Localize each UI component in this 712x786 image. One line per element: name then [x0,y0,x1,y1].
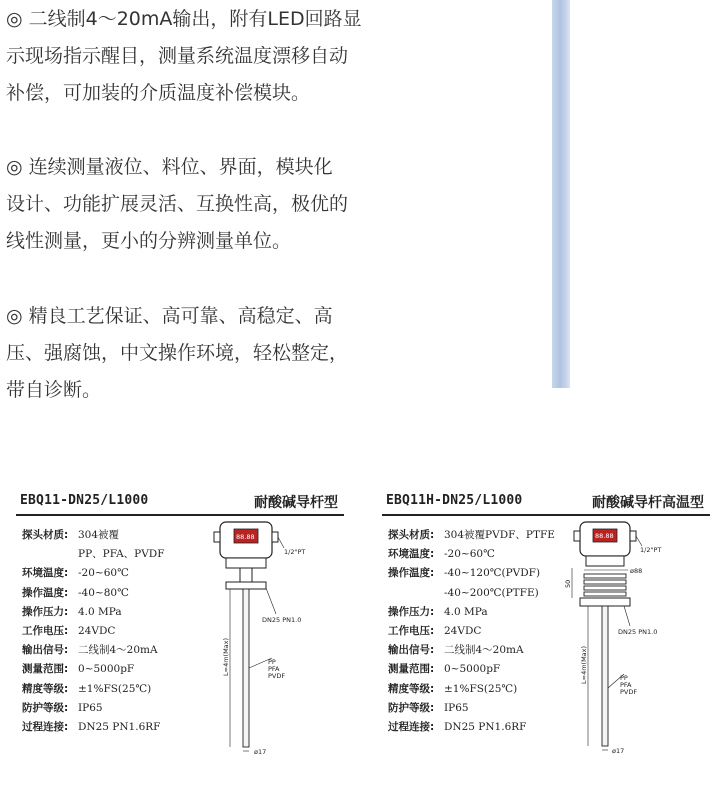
spec-value: 4.0 MPa [78,605,122,618]
paragraph-line: ◎ 精良工艺保证、高可靠、高稳定、高 [6,305,333,327]
spec-row [22,622,165,641]
spec-value: DN25 PN1.6RF [444,721,527,734]
spec-row [22,718,165,737]
card-header [382,490,710,516]
spec-row [388,622,555,641]
spec-row [388,660,555,679]
spec-row [22,603,165,622]
spec-key: 操作温度: [388,567,435,580]
spec-value: 0~5000pF [444,663,501,676]
spec-value: 304被覆 [78,529,120,541]
spec-key: 操作温度: [22,586,69,599]
spec-row [22,545,165,564]
model-number: EBQ11-DN25/L1000 [20,493,149,508]
spec-row [22,584,165,603]
material-pvdf: PVDF [620,688,638,696]
card-header [16,490,344,516]
paragraph-line: ◎ 二线制4～20mA输出，附有LED回路显 [6,8,362,30]
probe-rod-image [552,0,570,388]
spec-row [388,680,555,699]
spec-key: 精度等级: [22,682,69,695]
spec-key: 测量范围: [22,663,69,676]
flange-label: DN25 PN1.0 [262,616,302,624]
spec-row [22,680,165,699]
product-type: 耐酸碱导杆高温型 [592,495,704,511]
spec-value: -40~120℃(PVDF) [444,567,541,580]
spec-row [388,564,555,583]
spec-row [388,641,555,660]
spec-row [388,584,555,603]
display-readout: 88.88 [595,532,614,540]
spec-key: 精度等级: [388,682,435,695]
paragraph-line: 设计、功能扩展灵活、互换性高，极优的 [6,193,349,215]
paragraph-line: 线性测量，更小的分辨测量单位。 [6,230,292,252]
spec-key [22,545,78,564]
spec-value: 二线制4～20mA [78,644,158,657]
spec-value: 4.0 MPa [444,605,488,618]
probe-schematic-icon [202,518,342,758]
spec-row [388,526,555,545]
paragraph-line: 带自诊断。 [6,379,102,401]
feature-paragraph-output [6,1,406,112]
spec-key: 测量范围: [388,663,435,676]
length-label: L=4m(Max) [222,637,230,676]
paragraph-line: 示现场指示醒目，测量系统温度漂移自动 [6,45,349,67]
feature-paragraph-measurement [6,149,406,260]
material-pp: PP [268,658,276,666]
probe-schematic-icon [558,518,708,758]
spec-row [22,660,165,679]
spec-row [22,699,165,718]
spec-card-high-temp [382,490,710,760]
spec-value: -20~60℃ [444,548,495,561]
spec-row [22,641,165,660]
probe-drawing [202,518,342,758]
spec-value: 0~5000pF [78,663,135,676]
spec-value: -20~60℃ [78,567,129,580]
spec-card-rod-type [16,490,344,760]
flange-label: DN25 PN1.0 [618,628,658,636]
spec-value: IP65 [78,701,103,714]
spec-list [22,526,165,737]
spec-key: 环境温度: [388,548,435,561]
spec-value: 二线制4～20mA [444,644,524,657]
spec-value: ±1%FS(25℃) [444,682,518,695]
spec-key: 操作压力: [388,605,435,618]
length-label: L=4m(Max) [580,645,588,684]
spec-key [388,584,444,603]
diameter-label: ø17 [612,747,625,755]
spec-row [388,718,555,737]
fin-diameter-label: ø88 [630,567,643,575]
material-pfa: PFA [268,665,280,673]
thread-label: 1/2"PT [284,548,306,556]
paragraph-line: 补偿，可加装的介质温度补偿模块。 [6,82,311,104]
spec-key: 操作压力: [22,605,69,618]
fin-height-label: 50 [564,579,572,588]
spec-key: 输出信号: [388,644,435,657]
spec-value: IP65 [444,701,469,714]
model-number: EBQ11H-DN25/L1000 [386,493,523,508]
spec-key: 过程连接: [388,721,435,734]
spec-value: 24VDC [444,625,482,638]
spec-key: 过程连接: [22,721,69,734]
spec-row [22,526,165,545]
spec-value: DN25 PN1.6RF [78,721,161,734]
display-readout: 88.88 [236,533,255,541]
spec-key: 探头材质: [388,529,435,541]
paragraph-line: ◎ 连续测量液位、料位、界面，模块化 [6,156,333,178]
spec-key: 环境温度: [22,567,69,580]
thread-label: 1/2"PT [640,546,662,554]
spec-value: 24VDC [78,625,116,638]
material-pvdf: PVDF [268,672,286,680]
spec-key: 工作电压: [22,625,69,638]
material-pfa: PFA [620,681,632,689]
spec-value: ±1%FS(25℃) [78,682,152,695]
material-pp: PP [620,674,628,682]
paragraph-line: 压、强腐蚀，中文操作环境，轻松整定， [6,342,349,364]
spec-key: 防护等级: [22,701,69,714]
spec-key: 输出信号: [22,644,69,657]
spec-value: -40~80℃ [78,586,129,599]
spec-key: 探头材质: [22,529,69,541]
spec-row [22,564,165,583]
spec-value: PP、PFA、PVDF [78,548,165,561]
spec-row [388,545,555,564]
diameter-label: ø17 [254,748,267,756]
spec-value: -40~200℃(PTFE) [444,586,539,599]
product-type: 耐酸碱导杆型 [254,495,338,511]
spec-row [388,603,555,622]
spec-key: 工作电压: [388,625,435,638]
spec-key: 防护等级: [388,701,435,714]
spec-value: 304被覆PVDF、PTFE [444,529,555,541]
feature-paragraph-reliability [6,298,406,409]
spec-row [388,699,555,718]
probe-drawing [558,518,708,758]
spec-list [388,526,555,737]
